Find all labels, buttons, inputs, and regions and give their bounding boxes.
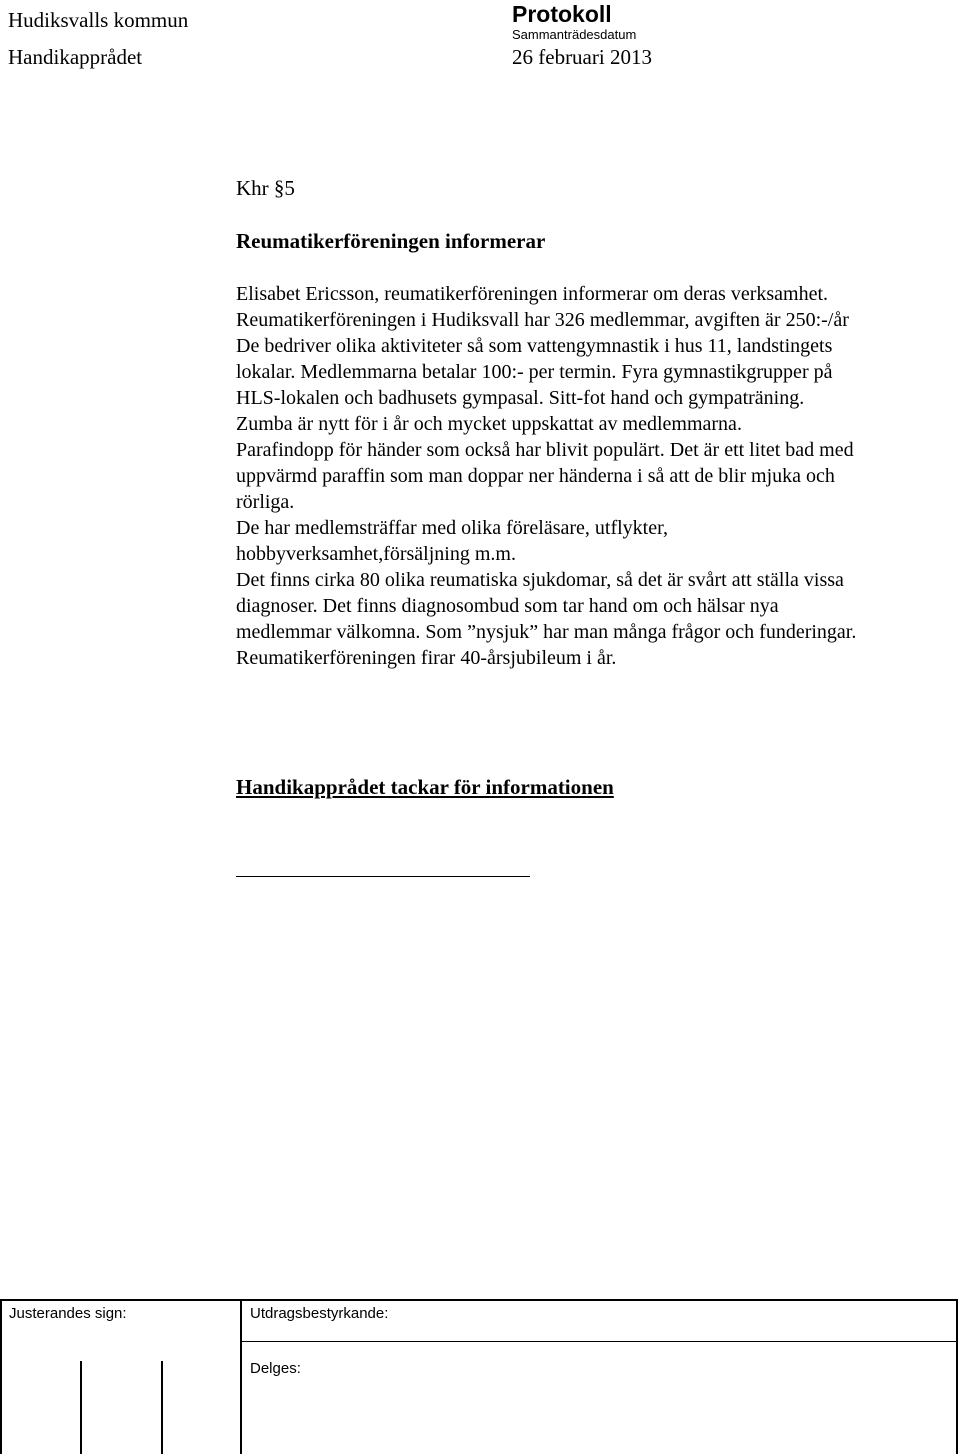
header-organization: Hudiksvalls kommun	[8, 8, 189, 32]
body-line: hobbyverksamhet,försäljning m.m.	[236, 543, 516, 565]
meeting-date-label: Sammanträdesdatum	[512, 27, 637, 42]
section-number: Khr §5	[236, 176, 295, 200]
footer-left-border	[0, 1299, 2, 1454]
footer-signature-table	[0, 1299, 958, 1454]
footer-right-border	[956, 1299, 958, 1454]
closing-statement: Handikapprådet tackar för informationen	[236, 775, 614, 799]
body-line: HLS-lokalen och badhusets gympasal. Sitt-fot hand och gympaträning.	[236, 387, 805, 409]
body-line: Det finns cirka 80 olika reumatiska sjukdomar, så det är svårt att ställa vissa	[236, 569, 844, 591]
body-line: Elisabet Ericsson, reumatikerföreningen informerar om deras verksamhet.	[236, 283, 829, 305]
initials-box-divider	[80, 1361, 82, 1454]
body-line: Reumatikerföreningen firar 40-årsjubileum i år.	[236, 647, 617, 669]
body-line: Reumatikerföreningen i Hudiksvall har 326 medlemmar, avgiften är 250:-/år	[236, 309, 849, 331]
meeting-date: 26 februari 2013	[512, 45, 652, 69]
body-line: Parafindopp för händer som också har blivit populärt. Det är ett litet bad med	[236, 439, 854, 461]
body-line: lokalar. Medlemmarna betalar 100:- per termin. Fyra gymnastikgrupper på	[236, 361, 833, 383]
body-line: uppvärmd paraffin som man doppar ner händerna i så att de blir mjuka och	[236, 465, 835, 487]
body-line: diagnoser. Det finns diagnosombud som tar hand om och hälsar nya	[236, 595, 779, 617]
body-line: Zumba är nytt för i år och mycket uppskattat av medlemmarna.	[236, 413, 742, 435]
body-line: medlemmar välkomna. Som ”nysjuk” har man många frågor och funderingar.	[236, 621, 857, 643]
utdrag-label: Utdragsbestyrkande:	[250, 1305, 389, 1322]
header-unit: Handikapprådet	[8, 45, 143, 69]
document-type-title: Protokoll	[512, 1, 612, 27]
body-line: rörliga.	[236, 491, 295, 513]
signature-line	[236, 876, 530, 877]
footer-top-border	[0, 1299, 958, 1301]
section-heading: Reumatikerföreningen informerar	[236, 229, 546, 253]
footer-column-divider	[240, 1299, 242, 1454]
delges-label: Delges:	[250, 1360, 301, 1377]
footer-row-divider	[240, 1341, 958, 1342]
initials-box-divider	[161, 1361, 163, 1454]
body-line: De bedriver olika aktiviteter så som vattengymnastik i hus 11, landstingets	[236, 335, 833, 357]
justering-label: Justerandes sign:	[9, 1305, 127, 1322]
section-body	[236, 281, 951, 671]
body-line: De har medlemsträffar med olika föreläsare, utflykter,	[236, 517, 668, 539]
